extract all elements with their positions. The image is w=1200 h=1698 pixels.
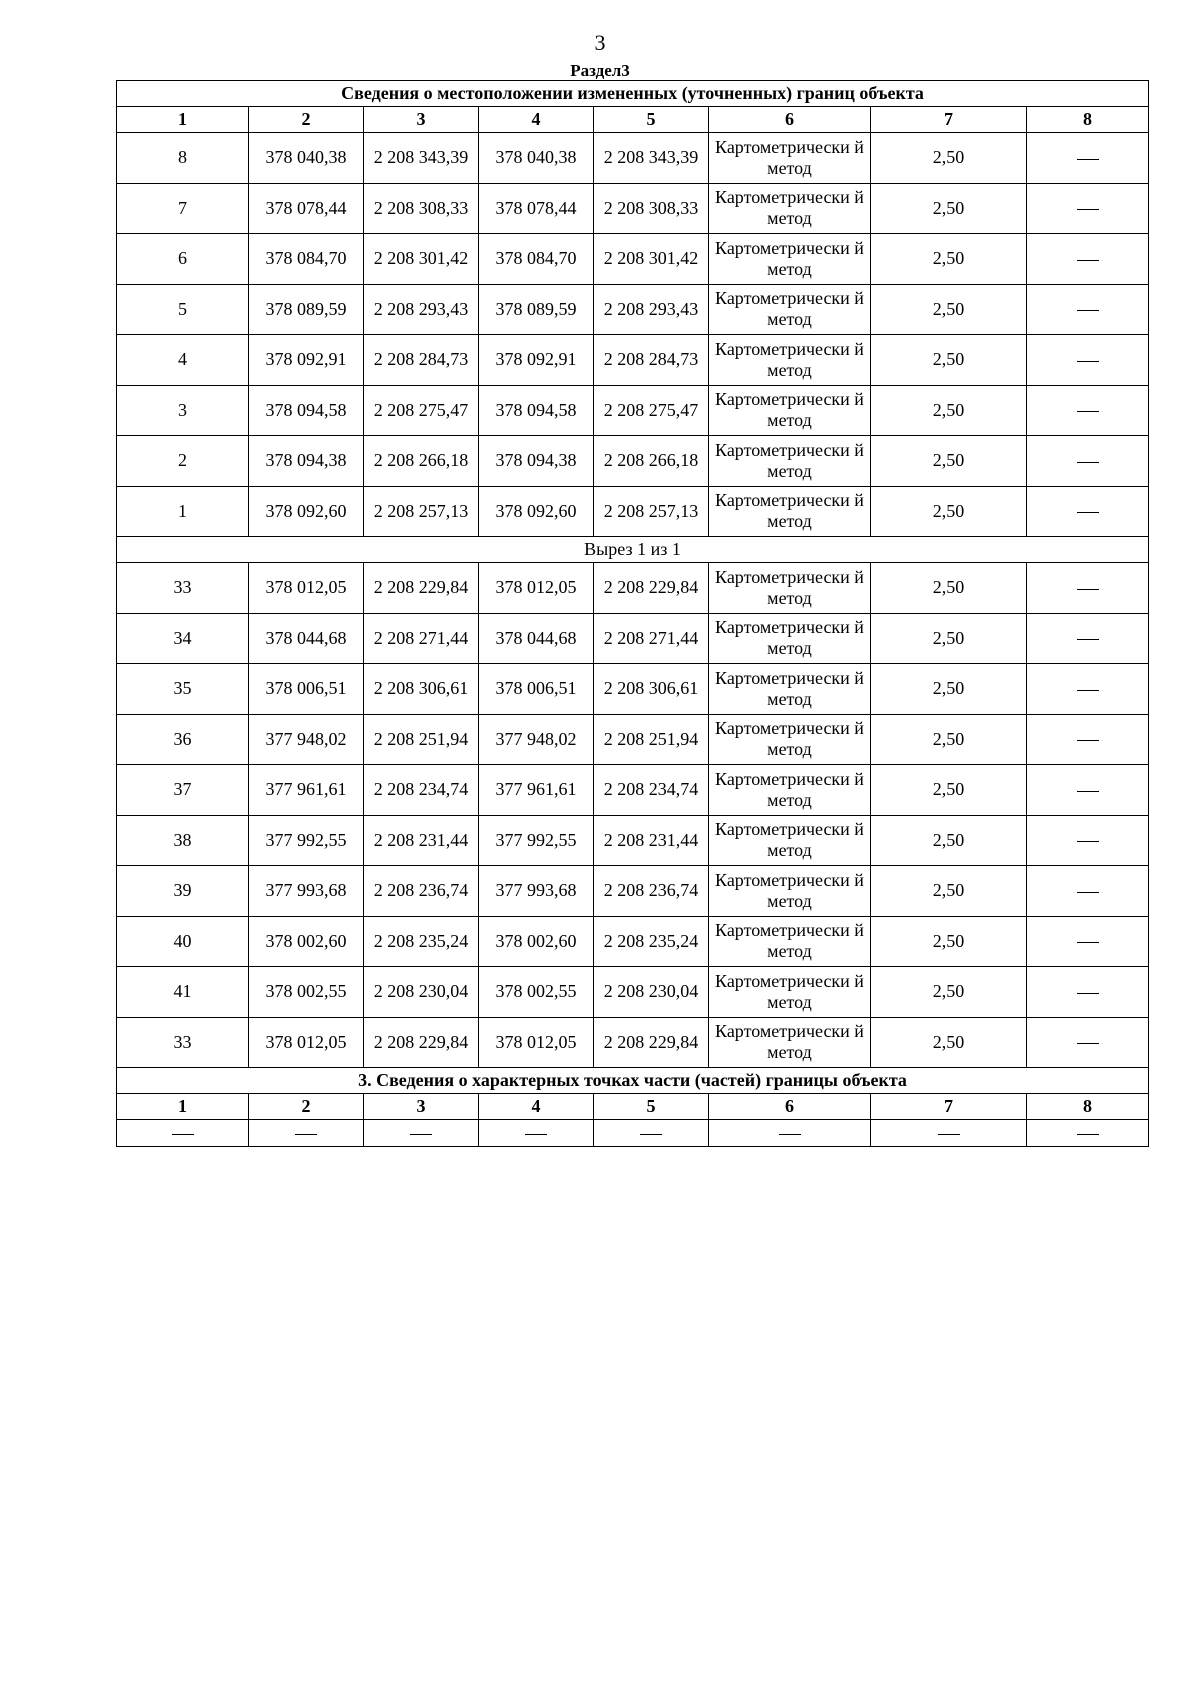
table-cell: 377 993,68 xyxy=(479,866,594,917)
column-header: 3 xyxy=(364,107,479,133)
table-cell: 377 961,61 xyxy=(479,765,594,816)
table-cell: 378 040,38 xyxy=(479,133,594,184)
table-cell: 2 208 229,84 xyxy=(594,1017,709,1068)
section-3-title xyxy=(117,1068,1149,1094)
table-cell: 6 xyxy=(117,234,249,285)
table-cell: 2,50 xyxy=(871,916,1027,967)
table-cell: Картометрически й метод xyxy=(709,486,871,537)
table-cell: 377 948,02 xyxy=(479,714,594,765)
table-cell: 378 094,58 xyxy=(249,385,364,436)
table-cell: 378 094,58 xyxy=(479,385,594,436)
table-cell: 2 208 257,13 xyxy=(594,486,709,537)
table-cell: 33 xyxy=(117,563,249,614)
table-cell: 2 208 301,42 xyxy=(594,234,709,285)
table-cell: Картометрически й метод xyxy=(709,664,871,715)
dash-mark xyxy=(410,1134,432,1135)
column-header: 1 xyxy=(117,107,249,133)
table-cell: 2,50 xyxy=(871,385,1027,436)
table-cell: 2 208 266,18 xyxy=(364,436,479,487)
table-cell: 378 092,91 xyxy=(249,335,364,386)
dash-mark xyxy=(1077,310,1099,311)
table-cell: 2 208 271,44 xyxy=(364,613,479,664)
table-cell: 2,50 xyxy=(871,815,1027,866)
table-cell: 377 992,55 xyxy=(249,815,364,866)
table-cell: 378 044,68 xyxy=(479,613,594,664)
table-cell: 39 xyxy=(117,866,249,917)
table-cell xyxy=(1027,815,1149,866)
table-cell: 7 xyxy=(117,183,249,234)
table-cell: 2 xyxy=(117,436,249,487)
table-row xyxy=(117,815,1149,866)
table-cell xyxy=(1027,967,1149,1018)
table-cell: 378 012,05 xyxy=(479,1017,594,1068)
dash-mark xyxy=(295,1134,317,1135)
table-row xyxy=(117,967,1149,1018)
table-cell: 378 012,05 xyxy=(479,563,594,614)
table-cell: 378 084,70 xyxy=(249,234,364,285)
table-cell xyxy=(1027,284,1149,335)
table-cell: 2 208 306,61 xyxy=(364,664,479,715)
table-cell: Картометрически й метод xyxy=(709,1017,871,1068)
table-cell xyxy=(1027,335,1149,386)
table-cell: Картометрически й метод xyxy=(709,436,871,487)
table-row xyxy=(117,563,1149,614)
cutout-row xyxy=(117,537,1149,563)
table-cell xyxy=(1027,183,1149,234)
table-cell: 1 xyxy=(117,486,249,537)
table-cell: 2 208 229,84 xyxy=(364,1017,479,1068)
dash-mark xyxy=(1077,512,1099,513)
table-cell: 378 002,60 xyxy=(249,916,364,967)
column-header: 2 xyxy=(249,1094,364,1120)
table-cell: 5 xyxy=(117,284,249,335)
table-cell: 2 208 271,44 xyxy=(594,613,709,664)
table-cell: 2,50 xyxy=(871,284,1027,335)
table-cell: 2 208 293,43 xyxy=(594,284,709,335)
table-cell: Картометрически й метод xyxy=(709,714,871,765)
column-header: 3 xyxy=(364,1094,479,1120)
table-cell: Картометрически й метод xyxy=(709,916,871,967)
table-cell: 2 208 284,73 xyxy=(364,335,479,386)
table-cell: 33 xyxy=(117,1017,249,1068)
table-cell: 377 992,55 xyxy=(479,815,594,866)
table-cell: 2 208 230,04 xyxy=(364,967,479,1018)
table-cell: 2 208 235,24 xyxy=(364,916,479,967)
table-cell: 2 208 308,33 xyxy=(594,183,709,234)
table-cell xyxy=(709,1120,871,1147)
table-cell: 2,50 xyxy=(871,563,1027,614)
table-title-text: Сведения о местоположении измененных (уточненных) границ объекта xyxy=(117,81,1149,107)
table-cell: 2 208 284,73 xyxy=(594,335,709,386)
cutout-label: Вырез 1 из 1 xyxy=(117,537,1149,563)
dash-mark xyxy=(1077,639,1099,640)
table-cell: 2 208 257,13 xyxy=(364,486,479,537)
table-cell: 378 084,70 xyxy=(479,234,594,285)
table-cell: Картометрически й метод xyxy=(709,133,871,184)
table-cell: Картометрически й метод xyxy=(709,815,871,866)
table-cell: 2,50 xyxy=(871,234,1027,285)
table-cell: 2,50 xyxy=(871,133,1027,184)
table-cell: 378 089,59 xyxy=(249,284,364,335)
table-cell: 2 208 275,47 xyxy=(364,385,479,436)
table-cell xyxy=(1027,385,1149,436)
table-cell: 378 092,60 xyxy=(249,486,364,537)
dash-mark xyxy=(1077,993,1099,994)
table-row xyxy=(117,714,1149,765)
column-header: 6 xyxy=(709,107,871,133)
boundary-table xyxy=(116,80,1149,1147)
table-cell: 35 xyxy=(117,664,249,715)
table-cell: 378 002,60 xyxy=(479,916,594,967)
dash-mark xyxy=(1077,411,1099,412)
table-cell xyxy=(249,1120,364,1147)
table-body xyxy=(117,81,1149,1147)
table-cell: 2 208 251,94 xyxy=(364,714,479,765)
dash-mark xyxy=(1077,791,1099,792)
dash-mark xyxy=(1077,589,1099,590)
table-cell: 2 208 235,24 xyxy=(594,916,709,967)
table-cell: 2 208 343,39 xyxy=(594,133,709,184)
dash-mark xyxy=(640,1134,662,1135)
table-cell: 2 208 230,04 xyxy=(594,967,709,1018)
table-cell xyxy=(1027,486,1149,537)
table-cell: 2 208 231,44 xyxy=(364,815,479,866)
table-cell xyxy=(1027,866,1149,917)
table-cell: 378 040,38 xyxy=(249,133,364,184)
dash-mark xyxy=(1077,159,1099,160)
table-cell: 2,50 xyxy=(871,613,1027,664)
table-cell: 2 208 236,74 xyxy=(364,866,479,917)
dash-mark xyxy=(1077,841,1099,842)
table-cell: Картометрически й метод xyxy=(709,183,871,234)
column-header: 1 xyxy=(117,1094,249,1120)
table-cell: Картометрически й метод xyxy=(709,385,871,436)
table-cell: Картометрически й метод xyxy=(709,563,871,614)
table-cell xyxy=(871,1120,1027,1147)
table-row xyxy=(117,183,1149,234)
table-row xyxy=(117,486,1149,537)
table-cell: 41 xyxy=(117,967,249,1018)
table-cell: 2,50 xyxy=(871,183,1027,234)
table-cell: 378 092,91 xyxy=(479,335,594,386)
table-cell: 2 208 293,43 xyxy=(364,284,479,335)
table-cell: 2,50 xyxy=(871,1017,1027,1068)
table-row xyxy=(117,1017,1149,1068)
table-cell xyxy=(1027,664,1149,715)
column-header: 8 xyxy=(1027,107,1149,133)
table-cell xyxy=(1027,1017,1149,1068)
table-cell: Картометрически й метод xyxy=(709,967,871,1018)
table-cell: 4 xyxy=(117,335,249,386)
dash-mark xyxy=(1077,892,1099,893)
table-cell: 2,50 xyxy=(871,765,1027,816)
table-cell: Картометрически й метод xyxy=(709,335,871,386)
section-3-header-row xyxy=(117,1094,1149,1120)
table-cell: 378 078,44 xyxy=(249,183,364,234)
table-cell: 2 208 236,74 xyxy=(594,866,709,917)
table-cell: Картометрически й метод xyxy=(709,866,871,917)
table-cell: 2 208 229,84 xyxy=(364,563,479,614)
table-cell: 378 012,05 xyxy=(249,563,364,614)
table-row xyxy=(117,234,1149,285)
table-title xyxy=(117,81,1149,107)
table-cell xyxy=(1027,613,1149,664)
table-row xyxy=(117,436,1149,487)
table-cell xyxy=(1027,234,1149,285)
table-cell: 34 xyxy=(117,613,249,664)
table-cell: 2 208 251,94 xyxy=(594,714,709,765)
header-row xyxy=(117,107,1149,133)
table-cell xyxy=(1027,916,1149,967)
table-cell: 378 078,44 xyxy=(479,183,594,234)
table-cell: 2,50 xyxy=(871,967,1027,1018)
dash-mark xyxy=(1077,942,1099,943)
dash-mark xyxy=(172,1134,194,1135)
table-cell: 40 xyxy=(117,916,249,967)
table-cell: 2,50 xyxy=(871,866,1027,917)
table-cell xyxy=(1027,133,1149,184)
table-cell: 378 094,38 xyxy=(249,436,364,487)
table-cell: 2,50 xyxy=(871,486,1027,537)
table-cell: 3 xyxy=(117,385,249,436)
dash-mark xyxy=(525,1134,547,1135)
table-cell: 2,50 xyxy=(871,714,1027,765)
dash-mark xyxy=(1077,361,1099,362)
table-cell: Картометрически й метод xyxy=(709,234,871,285)
table-row xyxy=(117,335,1149,386)
table-cell xyxy=(594,1120,709,1147)
table-cell: 2 208 275,47 xyxy=(594,385,709,436)
dash-mark xyxy=(1077,740,1099,741)
table-cell xyxy=(117,1120,249,1147)
table-cell xyxy=(479,1120,594,1147)
dash-mark xyxy=(1077,1043,1099,1044)
table-row xyxy=(117,664,1149,715)
table-cell: Картометрически й метод xyxy=(709,765,871,816)
column-header: 5 xyxy=(594,107,709,133)
table-cell: 36 xyxy=(117,714,249,765)
table-cell: 378 094,38 xyxy=(479,436,594,487)
table-cell xyxy=(1027,714,1149,765)
dash-mark xyxy=(779,1134,801,1135)
table-cell: 378 002,55 xyxy=(479,967,594,1018)
table-row xyxy=(117,385,1149,436)
column-header: 7 xyxy=(871,107,1027,133)
table-cell: 37 xyxy=(117,765,249,816)
dash-mark xyxy=(1077,209,1099,210)
column-header: 8 xyxy=(1027,1094,1149,1120)
table-row xyxy=(117,866,1149,917)
dash-mark xyxy=(1077,462,1099,463)
table-cell: 2 208 306,61 xyxy=(594,664,709,715)
table-row xyxy=(117,133,1149,184)
table-cell: 2 208 343,39 xyxy=(364,133,479,184)
table-cell: 377 993,68 xyxy=(249,866,364,917)
table-cell: 378 006,51 xyxy=(479,664,594,715)
table-cell: 378 089,59 xyxy=(479,284,594,335)
column-header: 4 xyxy=(479,107,594,133)
table-row xyxy=(117,613,1149,664)
table-cell xyxy=(1027,563,1149,614)
table-cell: 378 002,55 xyxy=(249,967,364,1018)
table-cell xyxy=(364,1120,479,1147)
page-number: 3 xyxy=(594,30,606,55)
table-row xyxy=(117,916,1149,967)
table-cell: 2 208 301,42 xyxy=(364,234,479,285)
table-cell: 377 948,02 xyxy=(249,714,364,765)
section-label: Раздел3 xyxy=(570,61,630,80)
table-cell xyxy=(1027,765,1149,816)
table-cell: 2 208 234,74 xyxy=(594,765,709,816)
table-cell xyxy=(1027,436,1149,487)
section-3-row xyxy=(117,1120,1149,1147)
table-cell: 377 961,61 xyxy=(249,765,364,816)
table-cell: 2,50 xyxy=(871,664,1027,715)
column-header: 4 xyxy=(479,1094,594,1120)
table-cell: 2,50 xyxy=(871,436,1027,487)
table-cell: 378 006,51 xyxy=(249,664,364,715)
table-cell: 2,50 xyxy=(871,335,1027,386)
section-3-title-text: 3. Сведения о характерных точках части (частей) границы объекта xyxy=(117,1068,1149,1094)
table-cell xyxy=(1027,1120,1149,1147)
dash-mark xyxy=(1077,690,1099,691)
table-cell: 378 044,68 xyxy=(249,613,364,664)
column-header: 2 xyxy=(249,107,364,133)
column-header: 6 xyxy=(709,1094,871,1120)
dash-mark xyxy=(938,1134,960,1135)
dash-mark xyxy=(1077,1134,1099,1135)
table-cell: 2 208 266,18 xyxy=(594,436,709,487)
table-row xyxy=(117,765,1149,816)
table-cell: 378 012,05 xyxy=(249,1017,364,1068)
column-header: 5 xyxy=(594,1094,709,1120)
table-cell: 2 208 234,74 xyxy=(364,765,479,816)
column-header: 7 xyxy=(871,1094,1027,1120)
table-cell: 378 092,60 xyxy=(479,486,594,537)
table-cell: Картометрически й метод xyxy=(709,284,871,335)
table-row xyxy=(117,284,1149,335)
dash-mark xyxy=(1077,260,1099,261)
table-cell: 38 xyxy=(117,815,249,866)
table-cell: 2 208 229,84 xyxy=(594,563,709,614)
table-cell: 2 208 231,44 xyxy=(594,815,709,866)
table-cell: 2 208 308,33 xyxy=(364,183,479,234)
table-cell: 8 xyxy=(117,133,249,184)
table-cell: Картометрически й метод xyxy=(709,613,871,664)
